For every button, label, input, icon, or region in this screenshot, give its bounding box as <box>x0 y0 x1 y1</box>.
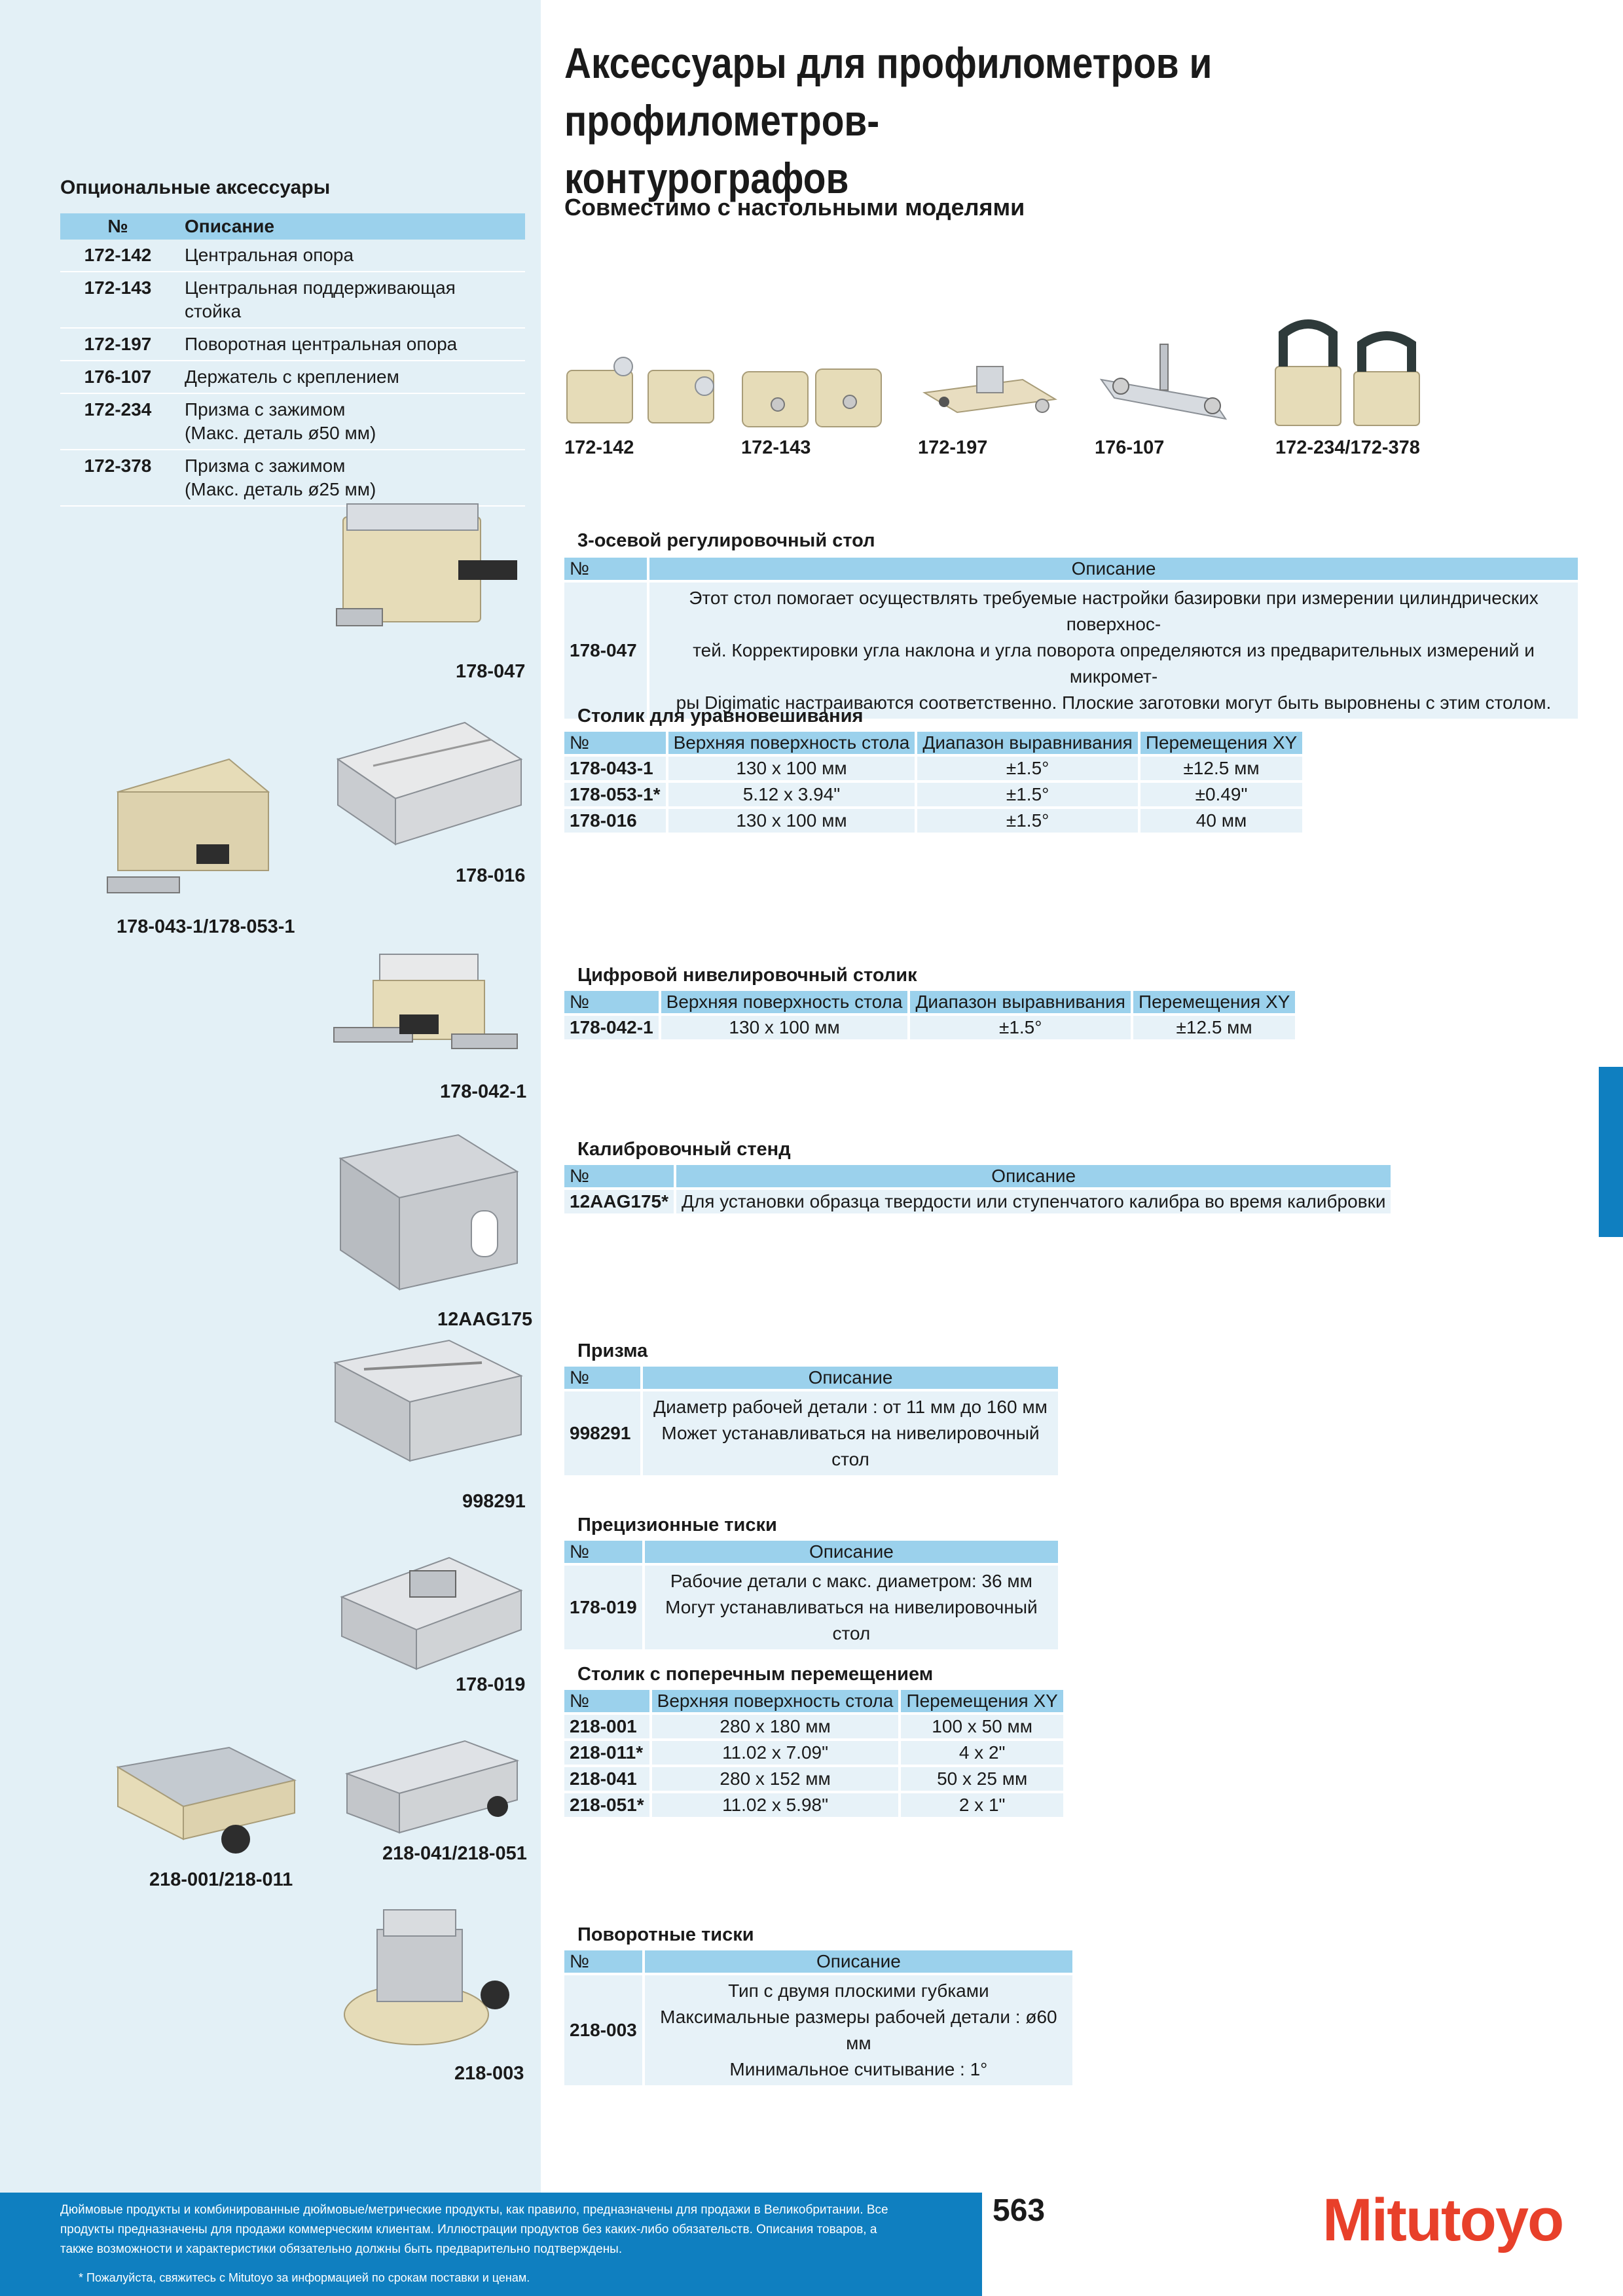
header-range: Диапазон выравнивания <box>917 732 1137 754</box>
row-cell: 4 x 2" <box>901 1741 1063 1765</box>
row-no: 172-378 <box>60 450 175 506</box>
prism-title: Призма <box>577 1340 648 1361</box>
table-row <box>60 272 525 328</box>
row-no: 178-053-1* <box>564 783 666 806</box>
desc-line: Рабочие детали с макс. диаметром: 36 мм <box>670 1571 1032 1591</box>
product-photo-172-197 <box>918 353 1062 432</box>
vise-table <box>562 1538 1061 1652</box>
header-no: № <box>60 213 175 240</box>
row-no: 172-143 <box>60 272 175 328</box>
header-no: № <box>564 558 647 580</box>
product-photo-218-041 <box>334 1734 524 1839</box>
image-label: 178-019 <box>456 1674 526 1695</box>
table-row <box>60 328 525 361</box>
image-label: 178-042-1 <box>440 1081 527 1102</box>
product-photo-218-003 <box>338 1903 524 2054</box>
desc-line: ры Digimatic настраиваются соответственно. Плоские заготовки могут быть выровнены с этим столом. <box>676 692 1552 713</box>
row-desc <box>645 1566 1058 1649</box>
compatible-heading: Совместимо с настольными моделями <box>564 194 1025 221</box>
row-no: 178-019 <box>564 1566 642 1649</box>
desc-line: Минимальное считывание : 1° <box>729 2059 988 2079</box>
desc-line: Максимальные размеры рабочей детали : ø60 мм <box>660 2007 1057 2053</box>
header-desc: Описание <box>676 1165 1391 1187</box>
header-top-surface: Верхняя поверхность стола <box>668 732 915 754</box>
header-xy: Перемещения XY <box>901 1690 1063 1712</box>
row-desc-line: Призма с зажимом <box>185 456 346 476</box>
table-row <box>564 757 1302 780</box>
row-cell: 2 x 1" <box>901 1793 1063 1817</box>
desc-line: Диаметр рабочей детали : от 11 мм до 160 мм <box>653 1397 1048 1417</box>
image-label: 218-001/218-011 <box>149 1869 293 1890</box>
row-cell: ±1.5° <box>910 1016 1130 1039</box>
row-no: 178-043-1 <box>564 757 666 780</box>
row-no: 178-047 <box>564 583 647 719</box>
row-cell: 40 мм <box>1140 809 1302 833</box>
row-desc-line: (Макс. деталь ø25 мм) <box>185 479 376 499</box>
row-desc <box>643 1391 1058 1475</box>
header-xy: Перемещения XY <box>1140 732 1302 754</box>
mitutoyo-logo: Mitutoyo <box>1322 2187 1563 2253</box>
desc-line: Могут устанавливаться на нивелировочный стол <box>665 1597 1038 1643</box>
header-top-surface: Верхняя поверхность стола <box>652 1690 899 1712</box>
product-photo-176-107 <box>1095 340 1239 432</box>
row-no: 218-041 <box>564 1767 649 1791</box>
image-label: 218-003 <box>454 2063 524 2084</box>
product-photo-178-019 <box>338 1551 524 1676</box>
rotary-vise-table <box>562 1948 1075 2088</box>
header-no: № <box>564 1165 674 1187</box>
image-label: 178-047 <box>456 661 526 682</box>
row-desc <box>175 393 525 450</box>
row-desc: Центральная опора <box>175 240 525 272</box>
row-cell: ±12.5 мм <box>1133 1016 1295 1039</box>
header-no: № <box>564 991 659 1013</box>
digital-leveling-table <box>562 988 1298 1042</box>
product-photo-178-016 <box>334 720 524 851</box>
table-row <box>564 809 1302 833</box>
rotary-vise-title: Поворотные тиски <box>577 1924 754 1945</box>
row-cell: 100 x 50 мм <box>901 1715 1063 1738</box>
header-desc: Описание <box>175 213 525 240</box>
title-line-2: контурографов <box>564 154 849 202</box>
image-label: 12AAG175 <box>437 1309 533 1330</box>
image-label: 178-016 <box>456 865 526 886</box>
product-photo-172-234 <box>1271 314 1429 432</box>
table-row <box>564 1975 1072 2085</box>
product-photo-178-047 <box>327 497 524 655</box>
header-desc: Описание <box>649 558 1578 580</box>
header-no: № <box>564 1367 640 1389</box>
row-cell: ±1.5° <box>917 757 1137 780</box>
row-no: 218-001 <box>564 1715 649 1738</box>
row-cell: 11.02 x 7.09" <box>652 1741 899 1765</box>
row-desc: Держатель с креплением <box>175 361 525 393</box>
row-no: 998291 <box>564 1391 640 1475</box>
table-row <box>564 1793 1063 1817</box>
vise-title: Прецизионные тиски <box>577 1515 777 1535</box>
cross-travel-table <box>562 1687 1066 1820</box>
digital-leveling-title: Цифровой нивелировочный столик <box>577 965 917 986</box>
header-no: № <box>564 1690 649 1712</box>
accessory-label: 172-142 <box>564 437 634 458</box>
header-desc: Описание <box>645 1950 1072 1973</box>
row-cell: 280 x 180 мм <box>652 1715 899 1738</box>
row-desc <box>645 1975 1072 2085</box>
axis3-table <box>562 555 1580 721</box>
table-row <box>564 783 1302 806</box>
row-desc: Центральная поддерживающая стойка <box>175 272 525 328</box>
row-cell: 280 x 152 мм <box>652 1767 899 1791</box>
table-row <box>60 240 525 272</box>
row-cell: ±0.49" <box>1140 783 1302 806</box>
row-desc: Для установки образца твердости или ступенчатого калибра во время калибровки <box>676 1190 1391 1213</box>
row-cell: 130 x 100 мм <box>668 757 915 780</box>
product-photo-178-042-1 <box>327 949 524 1073</box>
calibration-table <box>562 1162 1393 1216</box>
leveling-title: Столик для уравновешивания <box>577 706 864 726</box>
leveling-table <box>562 729 1305 835</box>
image-label: 218-041/218-051 <box>382 1843 527 1864</box>
row-desc: Поворотная центральная опора <box>175 328 525 361</box>
header-xy: Перемещения XY <box>1133 991 1295 1013</box>
table-row <box>564 1566 1058 1649</box>
row-desc-line: Призма с зажимом <box>185 399 346 420</box>
row-cell: ±1.5° <box>917 783 1137 806</box>
desc-line: Тип с двумя плоскими губками <box>728 1981 989 2001</box>
row-no: 172-142 <box>60 240 175 272</box>
axis3-title: 3-осевой регулировочный стол <box>577 530 875 551</box>
calibration-title: Калибровочный стенд <box>577 1139 791 1160</box>
product-photo-172-143 <box>741 359 885 431</box>
row-cell: 50 x 25 мм <box>901 1767 1063 1791</box>
table-row <box>564 1391 1058 1475</box>
accessory-label: 172-197 <box>918 437 988 458</box>
row-cell: 130 x 100 мм <box>668 809 915 833</box>
table-row <box>564 1715 1063 1738</box>
cross-travel-title: Столик с поперечным перемещением <box>577 1664 934 1685</box>
header-top-surface: Верхняя поверхность стола <box>661 991 908 1013</box>
table-row <box>564 583 1578 719</box>
row-desc <box>649 583 1578 719</box>
row-no: 218-051* <box>564 1793 649 1817</box>
row-cell: 130 x 100 мм <box>661 1016 908 1039</box>
optional-heading: Опциональные аксессуары <box>60 177 331 198</box>
image-label: 178-043-1/178-053-1 <box>117 916 295 937</box>
accessory-label: 172-234/172-378 <box>1275 437 1420 458</box>
optional-table <box>60 213 525 507</box>
product-photo-998291 <box>331 1336 524 1467</box>
page-number: 563 <box>993 2193 1046 2228</box>
header-desc: Описание <box>645 1541 1058 1563</box>
row-no: 176-107 <box>60 361 175 393</box>
row-no: 178-042-1 <box>564 1016 659 1039</box>
side-tab <box>1599 1067 1623 1237</box>
product-photo-172-142 <box>564 353 721 432</box>
accessory-label: 176-107 <box>1095 437 1165 458</box>
header-no: № <box>564 1541 642 1563</box>
table-row <box>60 361 525 393</box>
table-row <box>564 1767 1063 1791</box>
table-row <box>564 1741 1063 1765</box>
desc-line: Может устанавливаться на нивелировочный стол <box>661 1423 1040 1469</box>
row-no: 178-016 <box>564 809 666 833</box>
title-line-1: Аксессуары для профилометров и профилометров- <box>564 39 1213 145</box>
row-cell: 11.02 x 5.98" <box>652 1793 899 1817</box>
product-photo-178-043-1 <box>98 753 275 910</box>
row-cell: ±1.5° <box>917 809 1137 833</box>
row-cell: ±12.5 мм <box>1140 757 1302 780</box>
header-no: № <box>564 1950 642 1973</box>
table-row <box>60 393 525 450</box>
row-no: 218-011* <box>564 1741 649 1765</box>
desc-line: тей. Корректировки угла наклона и угла поворота определяются из предварительных измерений и микромет- <box>693 640 1535 687</box>
footer-note: * Пожалуйста, свяжитесь с Mitutoyo за информацией по срокам поставки и ценам. <box>79 2271 530 2284</box>
header-no: № <box>564 732 666 754</box>
accessory-label: 172-143 <box>741 437 811 458</box>
header-range: Диапазон выравнивания <box>910 991 1130 1013</box>
row-no: 172-197 <box>60 328 175 361</box>
product-photo-218-001 <box>98 1741 301 1859</box>
product-photo-12AAG175 <box>327 1132 524 1296</box>
image-label: 998291 <box>462 1491 526 1512</box>
table-row <box>564 1016 1295 1039</box>
row-no: 218-003 <box>564 1975 642 2085</box>
table-row <box>564 1190 1391 1213</box>
prism-table <box>562 1364 1061 1478</box>
header-desc: Описание <box>643 1367 1058 1389</box>
row-desc-line: (Макс. деталь ø50 мм) <box>185 423 376 443</box>
row-no: 12AAG175* <box>564 1190 674 1213</box>
page-title <box>564 34 1443 207</box>
desc-line: Этот стол помогает осуществлять требуемые настройки базировки при измерении цилиндрических поверхнос- <box>689 588 1539 634</box>
row-cell: 5.12 x 3.94" <box>668 783 915 806</box>
footer-disclaimer: Дюймовые продукты и комбинированные дюймовые/метрические продукты, как правило, предназначены для продажи в Великобритании. Все продукты предназначены для продажи коммерческим клиентам. Иллюстрации продуктов без каких-либо обязательств. Описания товаров, а также возможности и характеристики обязательно должны быть предварительно подтверждены. <box>60 2203 888 2256</box>
row-no: 172-234 <box>60 393 175 450</box>
